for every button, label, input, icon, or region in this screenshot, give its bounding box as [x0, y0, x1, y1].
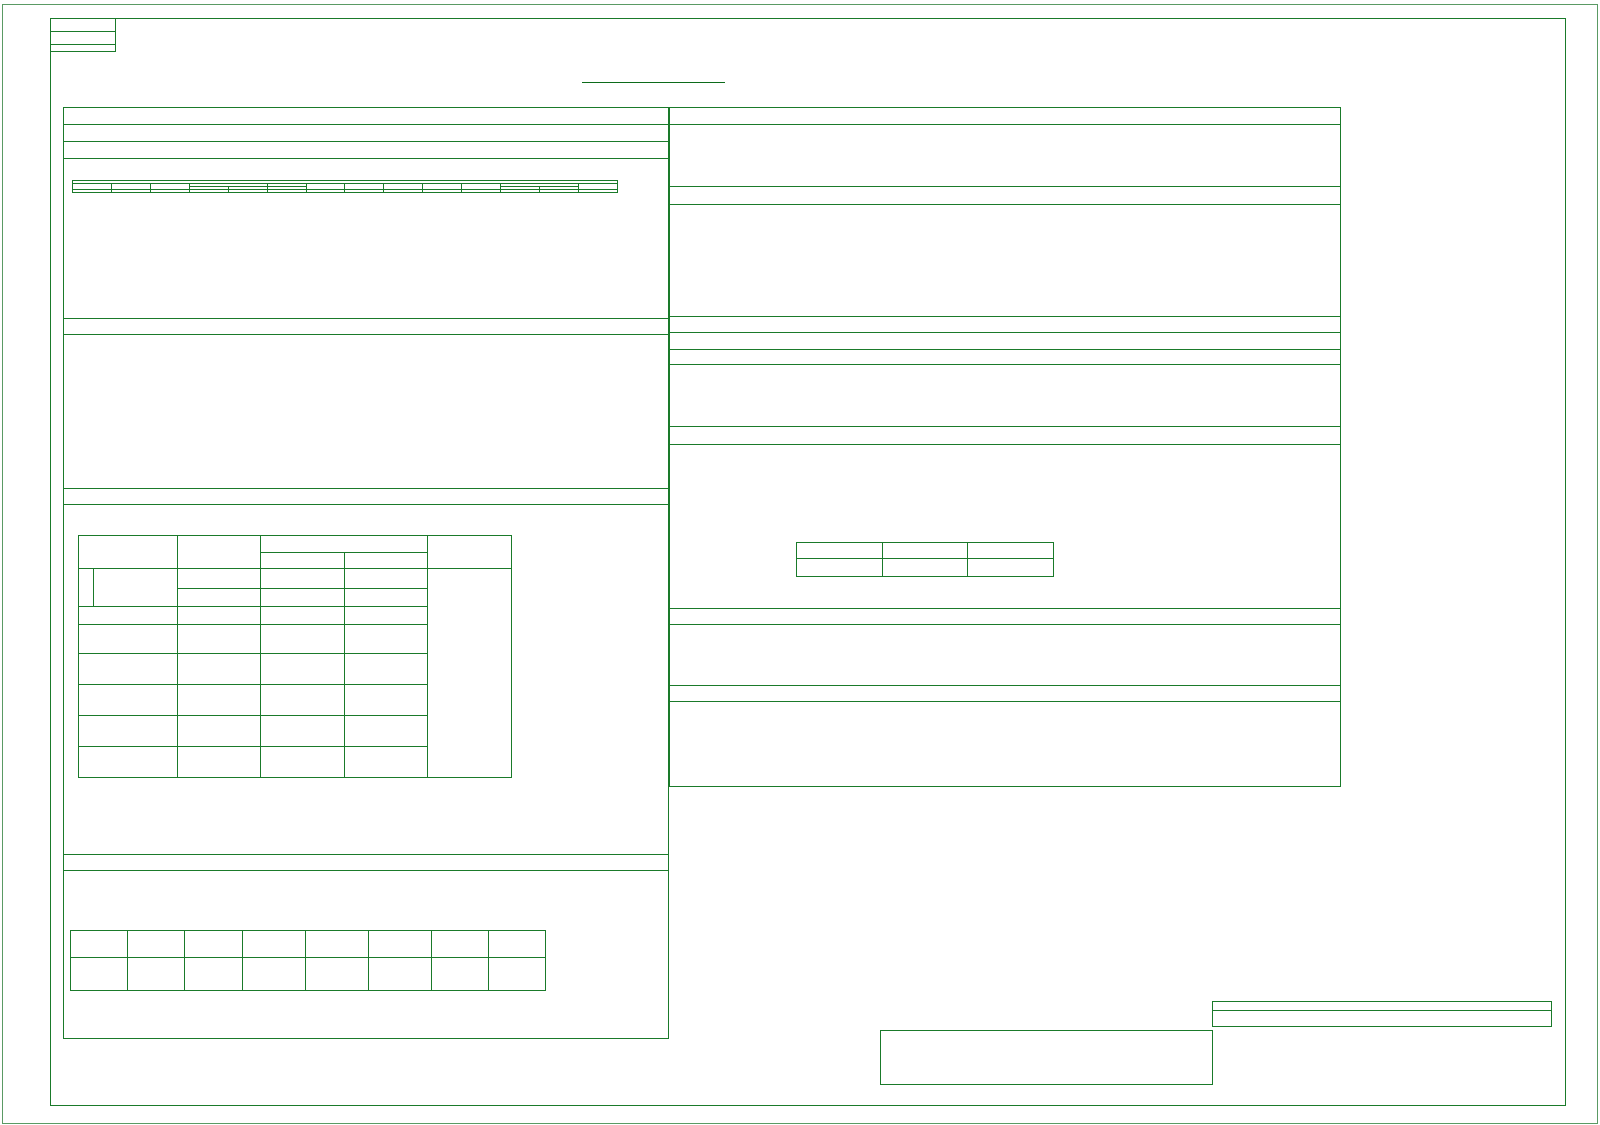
fire-zone-table — [70, 930, 546, 991]
stamp-line2 — [51, 32, 115, 45]
right-column — [669, 107, 1341, 787]
table-row — [797, 559, 1054, 577]
signature-grid — [880, 1030, 1213, 1085]
components-table — [78, 535, 512, 778]
title-underline — [582, 82, 725, 83]
table-row — [79, 569, 512, 589]
left-column — [63, 107, 669, 1039]
table-row — [73, 190, 618, 193]
stamp-line1 — [51, 19, 115, 32]
fire-door-table — [796, 542, 1054, 577]
country-stamp — [50, 18, 116, 52]
table-row — [71, 958, 546, 991]
revision-block — [1212, 1001, 1552, 1027]
fire-features-table — [72, 180, 618, 193]
